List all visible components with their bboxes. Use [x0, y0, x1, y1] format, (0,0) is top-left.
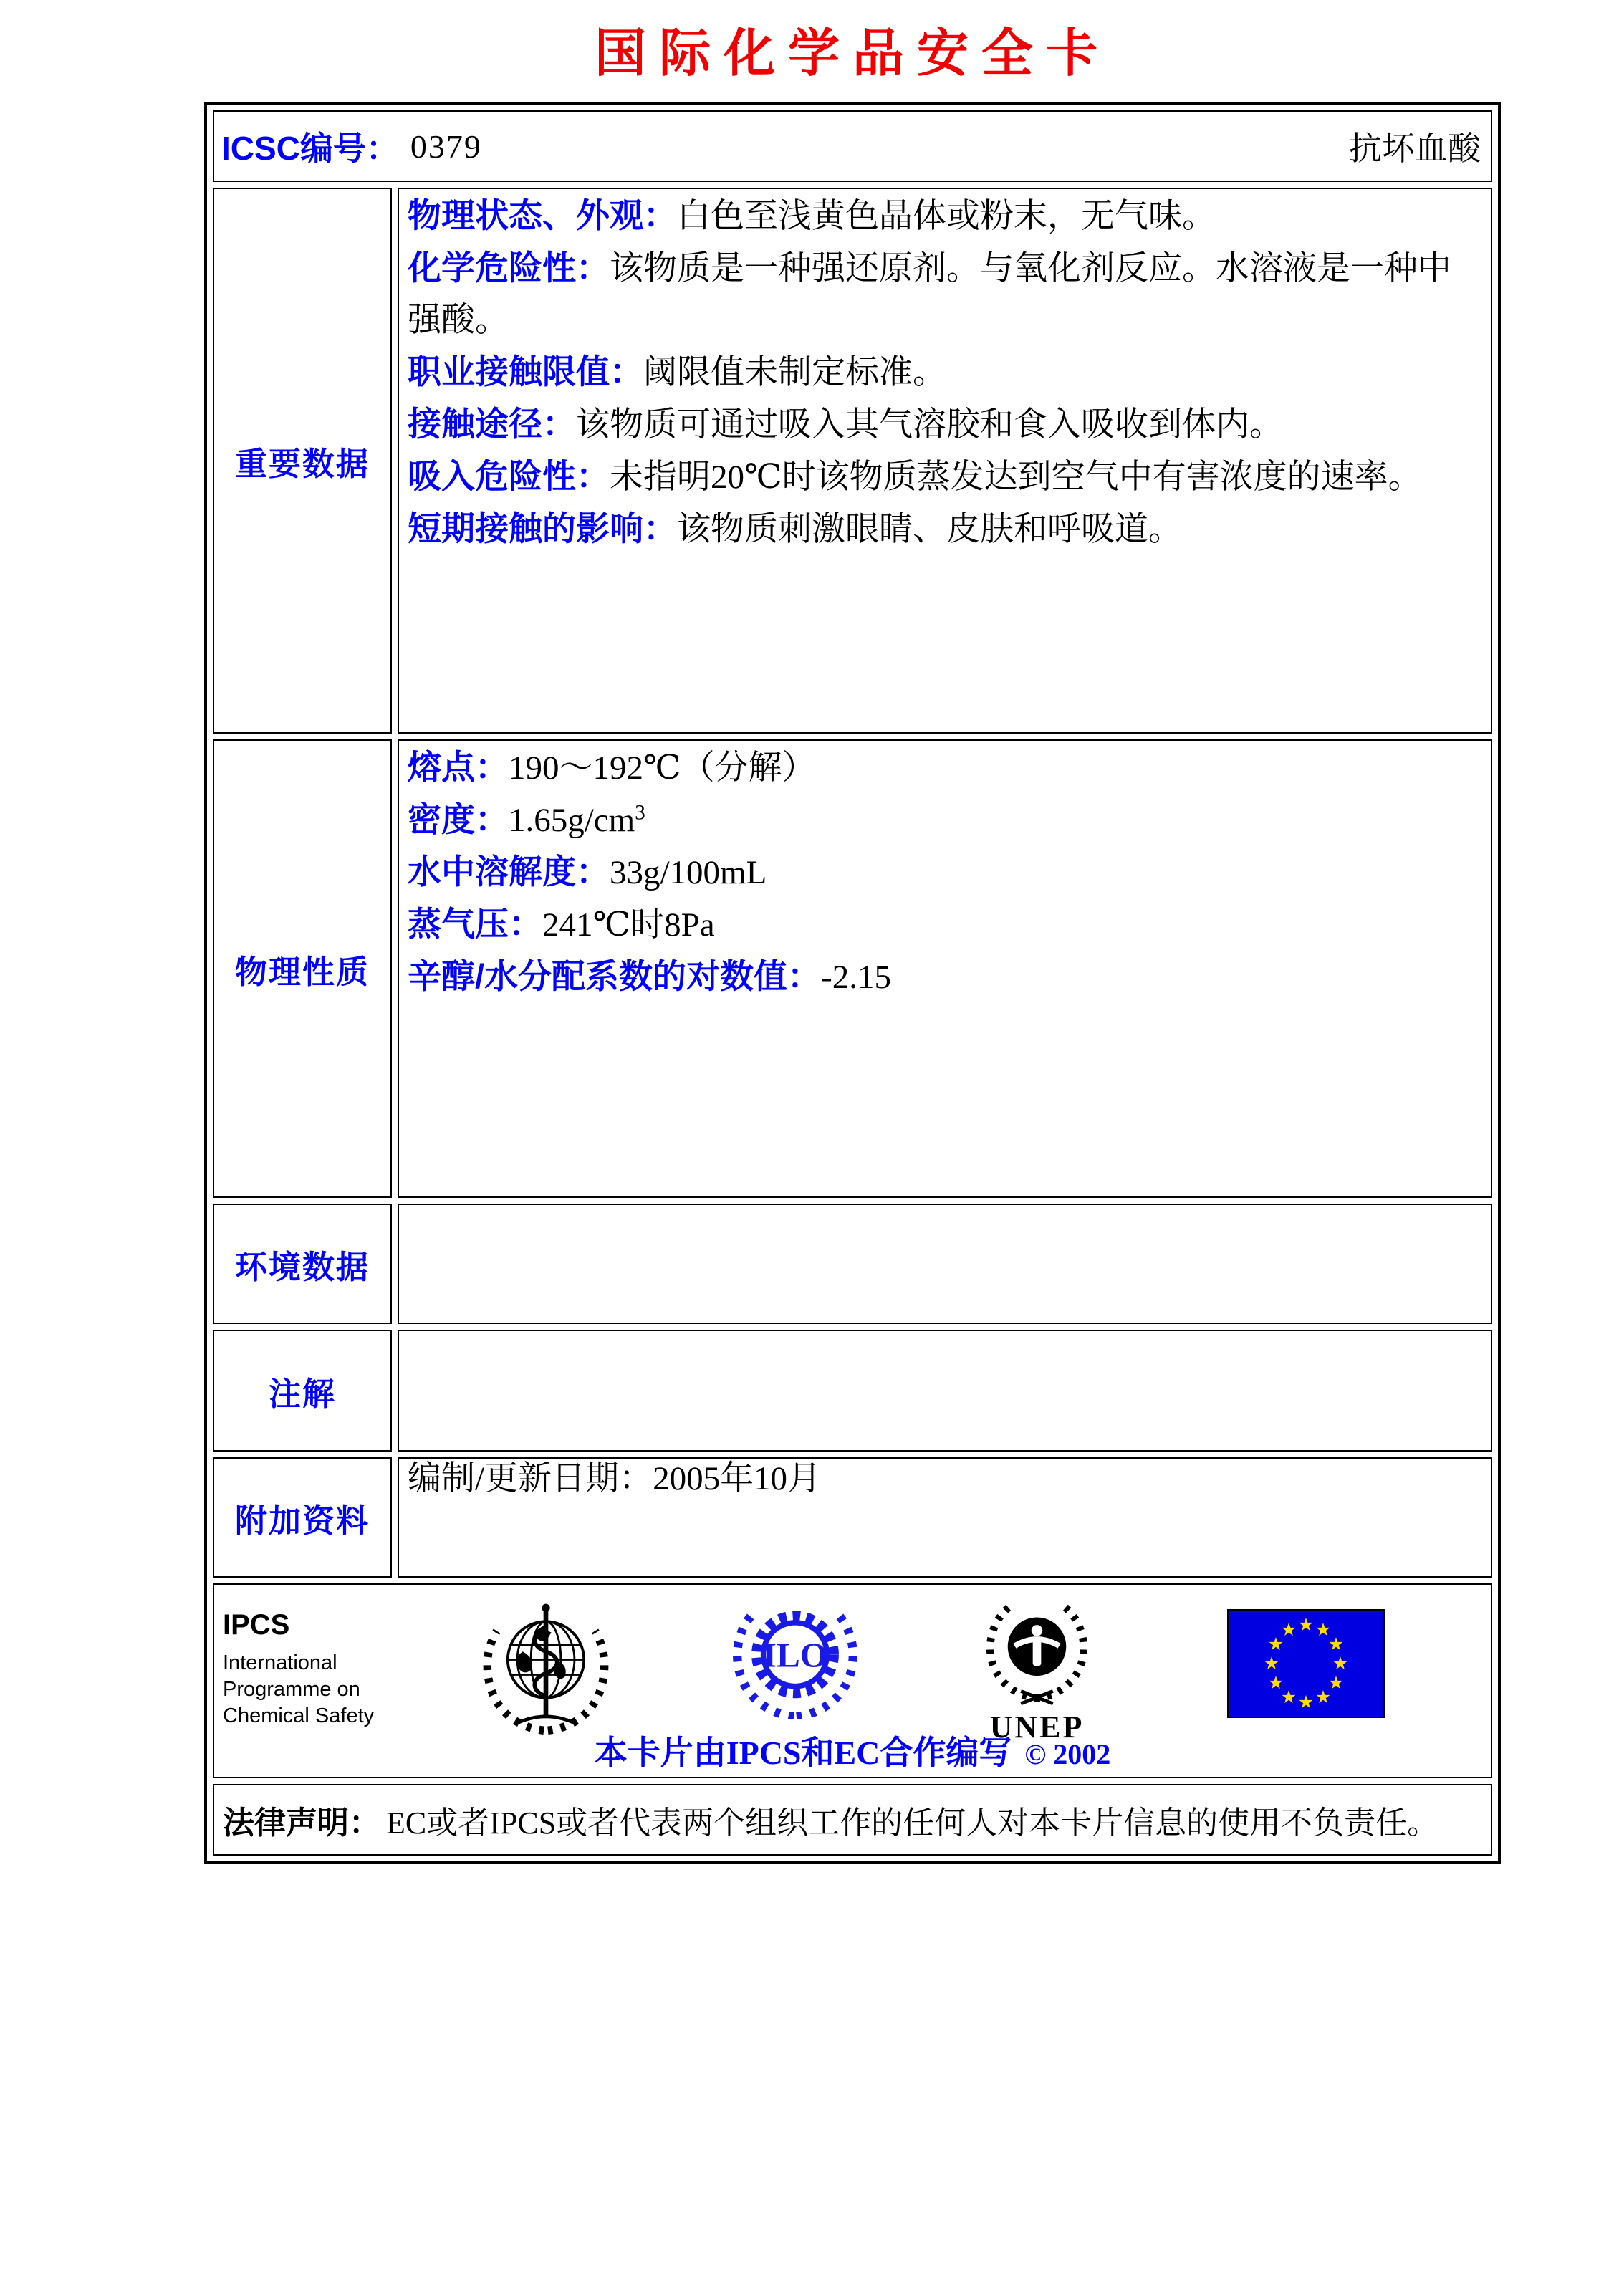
row-text: 该物质是一种强还原剂。与氧化剂反应。水溶液是一种中强酸。 [408, 250, 1451, 339]
row-label: 化学危险性： [408, 249, 610, 287]
row-text: 该物质可通过吸入其气溶胶和食入吸收到体内。 [576, 406, 1283, 443]
section-content-environmental-data [398, 1204, 1492, 1324]
data-row [408, 846, 1482, 898]
page-title: 国际化学品安全卡 [594, 25, 1110, 82]
row-label: 接触途径： [408, 405, 576, 443]
data-row [408, 794, 1482, 846]
row-label: 吸入危险性： [408, 457, 610, 495]
section-content-notes [398, 1330, 1492, 1452]
row-text: 白色至浅黄色晶体或粉末，无气味。 [677, 198, 1216, 235]
row-label: 职业接触限值： [408, 352, 643, 390]
section-content-physical-properties [398, 739, 1492, 1198]
row-text: 未指明20℃时该物质蒸发达到空气中有害浓度的速率。 [610, 459, 1422, 496]
ipcs-subtitle-line: Programme on [223, 1678, 360, 1701]
data-row [408, 346, 1482, 398]
row-label: 物理状态、外观： [408, 196, 677, 234]
ipcs-text-block [223, 1609, 374, 1729]
row-text: 1.65g/cm [509, 802, 635, 839]
data-row [408, 742, 1482, 794]
footer-logos-row [213, 1583, 1492, 1778]
unep-logo-text: UNEP [989, 1709, 1085, 1745]
footer-caption [214, 1727, 1491, 1774]
section-label-additional-info: 附加资料 [213, 1457, 392, 1578]
unep-logo-icon [978, 1599, 1096, 1745]
row-text: 该物质刺激眼睛、皮肤和呼吸道。 [677, 511, 1182, 548]
data-row [408, 451, 1482, 503]
section-label-physical-properties: 物理性质 [213, 739, 392, 1198]
row-text: 190～192℃（分解） [509, 749, 816, 787]
footer-copyright: © 2002 [1024, 1738, 1111, 1770]
icsc-number-value: 0379 [410, 128, 482, 165]
row-superscript: 3 [635, 801, 645, 825]
header-row [213, 110, 1492, 182]
data-row [408, 898, 1482, 951]
section-content-important-data [398, 188, 1492, 734]
section-environmental-data [213, 1204, 1492, 1324]
row-label: 短期接触的影响： [408, 509, 677, 547]
section-content-additional-info [398, 1457, 1492, 1578]
data-row [408, 398, 1482, 451]
eu-flag-icon [1227, 1609, 1385, 1722]
section-label-environmental-data: 环境数据 [213, 1204, 392, 1324]
section-label-important-data: 重要数据 [213, 188, 392, 734]
row-label: 蒸气压： [408, 905, 542, 943]
update-date-value: 2005年10月 [653, 1460, 822, 1497]
icsc-number-group [221, 123, 482, 170]
row-text: -2.15 [821, 959, 891, 996]
section-physical-properties [213, 739, 1492, 1198]
ipcs-title: IPCS [223, 1609, 290, 1641]
row-label: 密度： [408, 800, 509, 838]
ipcs-subtitle-line: Chemical Safety [223, 1704, 375, 1727]
data-row [408, 503, 1482, 555]
legal-statement-text: EC或者IPCS或者代表两个组织工作的任何人对本卡片信息的使用不负责任。 [386, 1805, 1439, 1841]
chemical-name: 抗坏血酸 [1349, 130, 1481, 167]
section-notes [213, 1330, 1492, 1452]
ilo-logo-icon [727, 1596, 863, 1723]
data-row [408, 190, 1482, 242]
ilo-logo-text: ILO [762, 1635, 828, 1675]
row-text: 33g/100mL [610, 854, 767, 891]
row-text: 阈限值未制定标准。 [643, 354, 946, 391]
data-row [408, 242, 1482, 346]
legal-statement-label: 法律声明： [223, 1805, 380, 1841]
footer-caption-text: 本卡片由IPCS和EC合作编写 [594, 1735, 1012, 1771]
legal-statement-row [213, 1784, 1492, 1856]
data-row [408, 1459, 1482, 1497]
row-label: 辛醇/水分配系数的对数值： [408, 957, 822, 995]
update-date-label: 编制/更新日期： [408, 1460, 653, 1497]
section-additional-info [213, 1457, 1492, 1578]
who-logo-icon [478, 1596, 614, 1740]
icsc-card [204, 102, 1501, 1864]
data-row [408, 951, 1482, 1003]
row-label: 熔点： [408, 748, 509, 786]
ipcs-subtitle-line: International [223, 1651, 337, 1674]
row-text: 241℃时8Pa [542, 906, 715, 944]
section-label-notes: 注解 [213, 1330, 392, 1452]
icsc-number-label: ICSC编号： [221, 130, 399, 167]
row-label: 水中溶解度： [408, 853, 610, 891]
section-important-data [213, 188, 1492, 734]
